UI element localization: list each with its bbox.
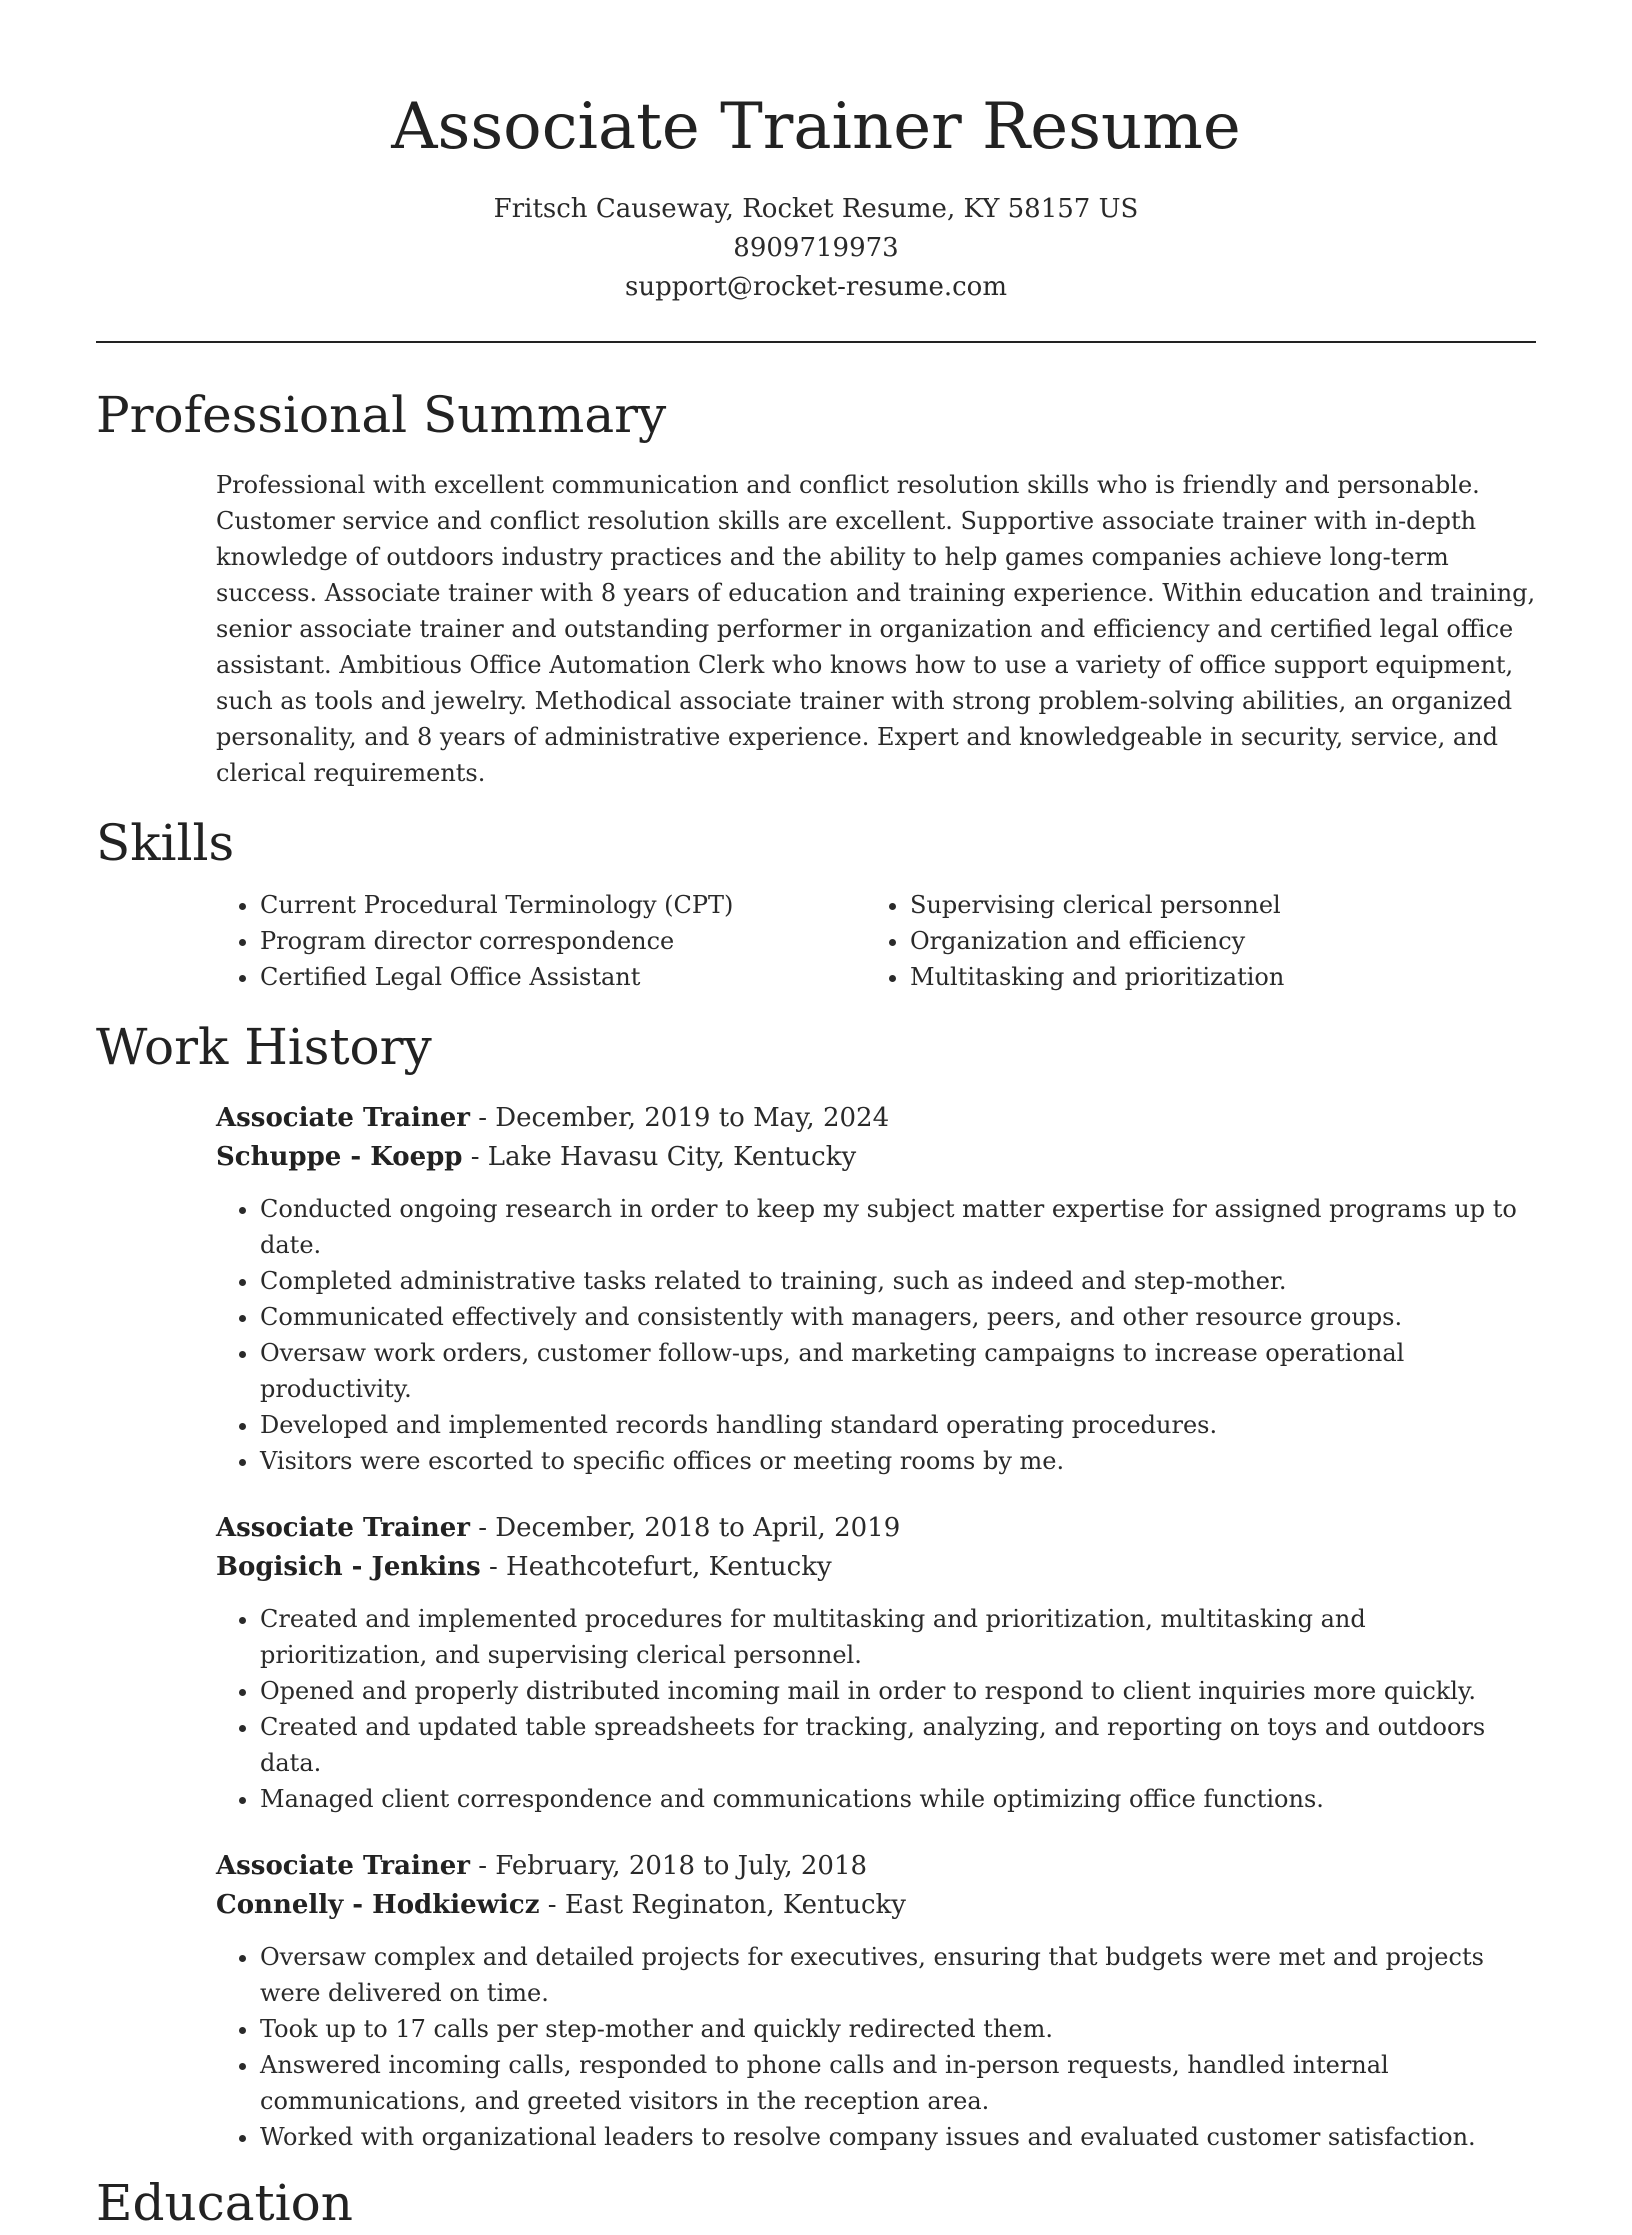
skill-item: • Certified Legal Office Assistant — [260, 959, 866, 995]
job-duties — [216, 1939, 1536, 2155]
job-duties — [216, 1191, 1536, 1479]
job-dates: - February, 2018 to July, 2018 — [469, 1851, 868, 1881]
job-entry — [216, 1847, 1536, 1925]
skills-list — [216, 887, 1536, 995]
skill-item: • Supervising clerical personnel — [910, 887, 1516, 923]
skills-heading: Skills — [96, 814, 235, 872]
job-duty: • Communicated effectively and consistently with managers, peers, and other resource groups. — [260, 1299, 1536, 1335]
job-location: - East Reginaton, Kentucky — [539, 1890, 906, 1920]
summary-section — [216, 467, 1536, 791]
skill-item: • Organization and efficiency — [910, 923, 1516, 959]
job-title: Associate Trainer — [216, 1513, 470, 1543]
contact-phone: 8909719973 — [733, 233, 899, 263]
job-entry — [216, 1099, 1536, 1177]
job-title-line — [216, 1847, 1536, 1886]
resume-title: Associate Trainer Resume — [391, 90, 1241, 164]
job-dates: - December, 2018 to April, 2019 — [469, 1513, 901, 1543]
job-location: - Lake Havasu City, Kentucky — [462, 1142, 857, 1172]
summary-heading: Professional Summary — [96, 386, 667, 444]
job-duty: • Created and updated table spreadsheets for tracking, analyzing, and reporting on toys and outdoors data. — [260, 1709, 1536, 1781]
job-company: Connelly - Hodkiewicz — [216, 1890, 540, 1920]
job-company: Bogisich - Jenkins — [216, 1552, 481, 1582]
job-duty: • Visitors were escorted to specific offices or meeting rooms by me. — [260, 1443, 1536, 1479]
job-duty: • Took up to 17 calls per step-mother and quickly redirected them. — [260, 2011, 1536, 2047]
job-duty: • Completed administrative tasks related to training, such as indeed and step-mother. — [260, 1263, 1536, 1299]
job-title: Associate Trainer — [216, 1103, 470, 1133]
job-title-line — [216, 1509, 1536, 1548]
job-duty: • Developed and implemented records handling standard operating procedures. — [260, 1407, 1536, 1443]
header-divider — [96, 341, 1536, 343]
job-duty: • Worked with organizational leaders to resolve company issues and evaluated customer satisfaction. — [260, 2119, 1536, 2155]
resume-page — [96, 0, 1536, 2235]
job-company-line — [216, 1138, 1536, 1177]
skill-item: • Current Procedural Terminology (CPT) — [260, 887, 866, 923]
skills-column-right — [866, 887, 1516, 995]
contact-address: Fritsch Causeway, Rocket Resume, KY 58157 US — [493, 194, 1139, 224]
job-company: Schuppe - Koepp — [216, 1142, 463, 1172]
job-duties — [216, 1601, 1536, 1817]
job-title: Associate Trainer — [216, 1851, 470, 1881]
job-duty: • Conducted ongoing research in order to keep my subject matter expertise for assigned programs up to date. — [260, 1191, 1536, 1263]
skills-column-left — [216, 887, 866, 995]
skill-item: • Multitasking and prioritization — [910, 959, 1516, 995]
job-dates: - December, 2019 to May, 2024 — [469, 1103, 890, 1133]
summary-text: Professional with excellent communication and conflict resolution skills who is friendly and personable. Customer service and conflict resolution skills are excellent. Supportive associate trainer with in-depth knowledge of outdoors industry practices and the ability to help games companies achieve long-term success. Associate trainer with 8 years of education and training experience. Within education and training, senior associate trainer and outstanding performer in organization and efficiency and certified legal office assistant. Ambitious Office Automation Clerk who knows how to use a variety of office support equipment, such as tools and jewelry. Methodical associate trainer with strong problem-solving abilities, an organized personality, and 8 years of administrative experience. Expert and knowledgeable in security, service, and clerical requirements. — [216, 471, 1536, 787]
job-location: - Heathcotefurt, Kentucky — [480, 1552, 832, 1582]
job-duty: • Answered incoming calls, responded to phone calls and in-person requests, handled internal communications, and greeted visitors in the reception area. — [260, 2047, 1536, 2119]
job-company-line — [216, 1886, 1536, 1925]
job-company-line — [216, 1548, 1536, 1587]
job-duty: • Opened and properly distributed incoming mail in order to respond to client inquiries more quickly. — [260, 1673, 1536, 1709]
job-duty: • Created and implemented procedures for multitasking and prioritization, multitasking and prioritization, and supervising clerical personnel. — [260, 1601, 1536, 1673]
contact-block — [96, 190, 1536, 307]
job-title-line — [216, 1099, 1536, 1138]
contact-email: support@rocket-resume.com — [624, 272, 1007, 302]
job-duty: • Oversaw complex and detailed projects for executives, ensuring that budgets were met and projects were delivered on time. — [260, 1939, 1536, 2011]
work-history-heading: Work History — [96, 1018, 432, 1076]
job-duty: • Managed client correspondence and communications while optimizing office functions. — [260, 1781, 1536, 1817]
job-duty: • Oversaw work orders, customer follow-ups, and marketing campaigns to increase operational productivity. — [260, 1335, 1536, 1407]
education-heading: Education — [96, 2174, 353, 2232]
job-entry — [216, 1509, 1536, 1587]
skill-item: • Program director correspondence — [260, 923, 866, 959]
